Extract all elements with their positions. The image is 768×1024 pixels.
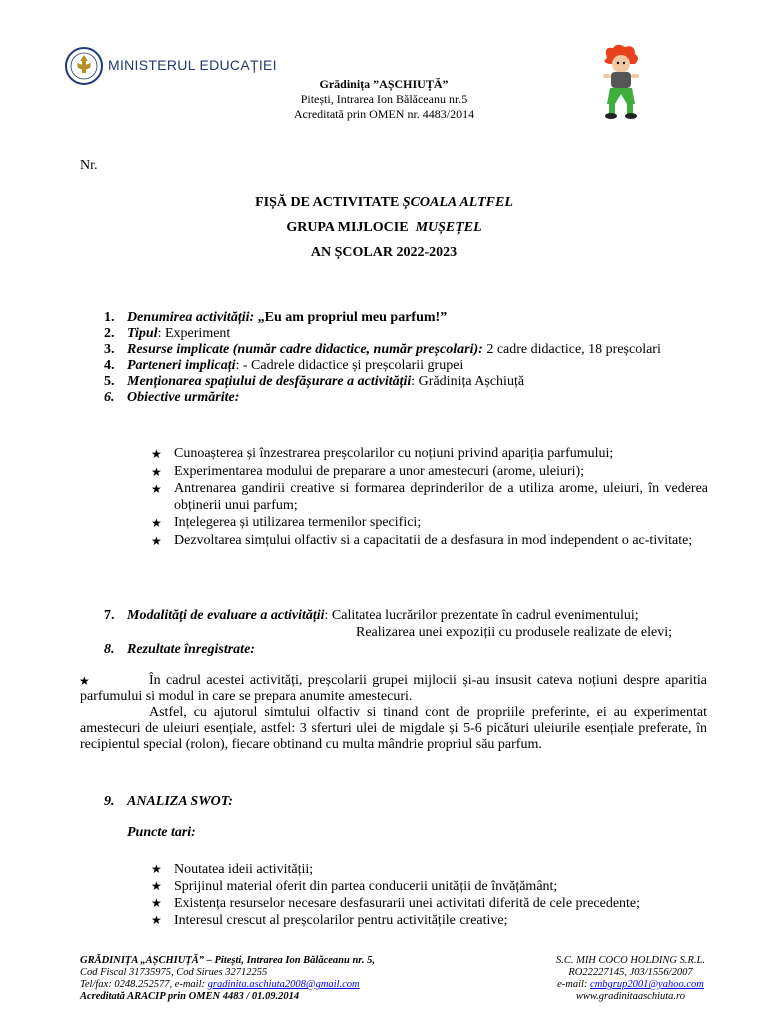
footer-company-email-link[interactable]: cmbgrup2001@yahoo.com: [590, 979, 704, 990]
footer-right: S.C. MIH COCO HOLDING S.R.L. RO22227145, J03/1556/2007 e-mail: cmbgrup2001@yahoo.com www.gradinitaaschiuta.ro: [555, 955, 705, 1002]
list-item: ★ Interesul crescut al preșcolarilor pentru activitățile creative;: [151, 913, 508, 928]
document-title: [0, 190, 768, 265]
school-header: [0, 77, 768, 122]
footer-website[interactable]: www.gradinitaaschiuta.ro: [575, 991, 686, 1002]
star-bullet-icon: ★: [151, 862, 162, 876]
title-line-1: FIȘĂ DE ACTIVITATE ȘCOALA ALTFEL: [255, 195, 513, 210]
item-objectives: 6. Obiective urmărite:: [104, 390, 240, 405]
list-item: ★ Dezvoltarea simțului olfactiv si a capacitatii de a desfasura in mod independent o ac-tivitate;: [151, 532, 693, 548]
list-item: ★ Cunoașterea și înzestrarea preșcolarilor cu noțiuni privind apariția parfumului;: [151, 446, 614, 461]
results-paragraph-2: Astfel, cu ajutorul simtului olfactiv si tinand cont de propriile preferinte, ei au experimentat amestecuri de uleiuri esențiale, astfel: 3 sferturi ulei de migdale și 5-6 picături uleiurile esențiale preferate, în recipientul special (rolon), fiecare obtinand cu multa mândrie propriul său parfum.: [80, 705, 707, 752]
star-bullet-icon: ★: [151, 482, 162, 496]
list-item: ★ Antrenarea gandirii creative si formarea deprinderilor de a utiliza arome, uleiuri, în vederea obținerii unui parfum;: [151, 481, 708, 513]
list-item: ★ Ințelegerea și utilizarea termenilor specifici;: [151, 515, 422, 530]
item-activity-name: 1. Denumirea activității: „Eu am propriul meu parfum!”: [104, 310, 448, 325]
item-resources: 3. Resurse implicate (număr cadre didactice, număr preșcolari): 2 cadre didactice, 18 preșcolari: [104, 342, 661, 357]
ministry-name: MINISTERUL EDUCAȚIEI: [108, 57, 277, 73]
star-bullet-icon: ★: [79, 674, 90, 688]
footer-email-link[interactable]: gradinita.aschiuta2008@gmail.com: [207, 979, 360, 990]
star-bullet-icon: ★: [151, 896, 162, 910]
footer-left: GRĂDINIȚA „AȘCHIUȚĂ” – Pitești, Intrarea Ion Bălăceanu nr. 5, Cod Fiscal 31735975, Cod Sirues 32712255 Tel/fax: 0248.252577, e-mail: gradinita.aschiuta2008@gmail.com Acreditată ARACIP prin OMEN 4483 / 01.09.2014: [80, 955, 375, 1002]
item-evaluation: 7. Modalități de evaluare a activității: Calitatea lucrărilor prezentate în cadrul evenimentului; Realizarea unei expoziții cu produsele realizate de elevi; 8. Rezultate înregistrate:: [104, 608, 673, 657]
school-accreditation: Acreditată prin OMEN nr. 4483/2014: [293, 107, 475, 121]
school-name: Grădinița ”AȘCHIUȚĂ”: [319, 77, 449, 91]
list-item: ★ Sprijinul material oferit din partea conducerii unității de învățământ;: [151, 879, 558, 894]
document-number-label: Nr.: [80, 158, 98, 173]
star-bullet-icon: ★: [151, 879, 162, 893]
list-item: ★ Existența resurselor necesare desfasurarii unei activitati diferită de cele precedente;: [151, 896, 641, 911]
results-paragraph-1: ★ În cadrul acestei activități, preșcolarii grupei mijlocii și-au insusit cateva noțiuni despre aparitia parfumului si modul in care se prepara anumite amestecuri.: [79, 673, 707, 704]
star-bullet-icon: ★: [151, 913, 162, 927]
star-bullet-icon: ★: [151, 533, 162, 548]
star-bullet-icon: ★: [151, 464, 162, 479]
list-item: ★ Experimentarea modului de preparare a unor amestecuri (arome, uleiuri);: [151, 463, 585, 479]
star-bullet-icon: ★: [151, 516, 162, 530]
school-address: Pitești, Intrarea Ion Bălăceanu nr.5: [300, 92, 468, 106]
strengths-list: [78, 861, 708, 929]
swot-section: 9. ANALIZA SWOT: Puncte tari:: [78, 794, 708, 841]
item-location: 5. Menționarea spațiului de desfășurare a activității: Grădinița Așchiuță: [104, 374, 525, 389]
title-line-3: AN ȘCOLAR 2022-2023: [310, 245, 458, 260]
star-bullet-icon: ★: [151, 447, 162, 461]
results-text: [80, 673, 707, 753]
activity-sheet: [78, 310, 708, 406]
list-item: ★ Noutatea ideii activității;: [151, 862, 314, 877]
title-line-2: GRUPA MIJLOCIE MUȘEȚEL: [286, 220, 482, 235]
swot-strengths-title: Puncte tari:: [127, 825, 196, 840]
item-type: 2. Tipul: Experiment: [104, 326, 231, 341]
objectives-list: [78, 446, 708, 549]
item-partners: 4. Parteneri implicați: - Cadrele didactice și preșcolarii grupei: [104, 358, 464, 373]
